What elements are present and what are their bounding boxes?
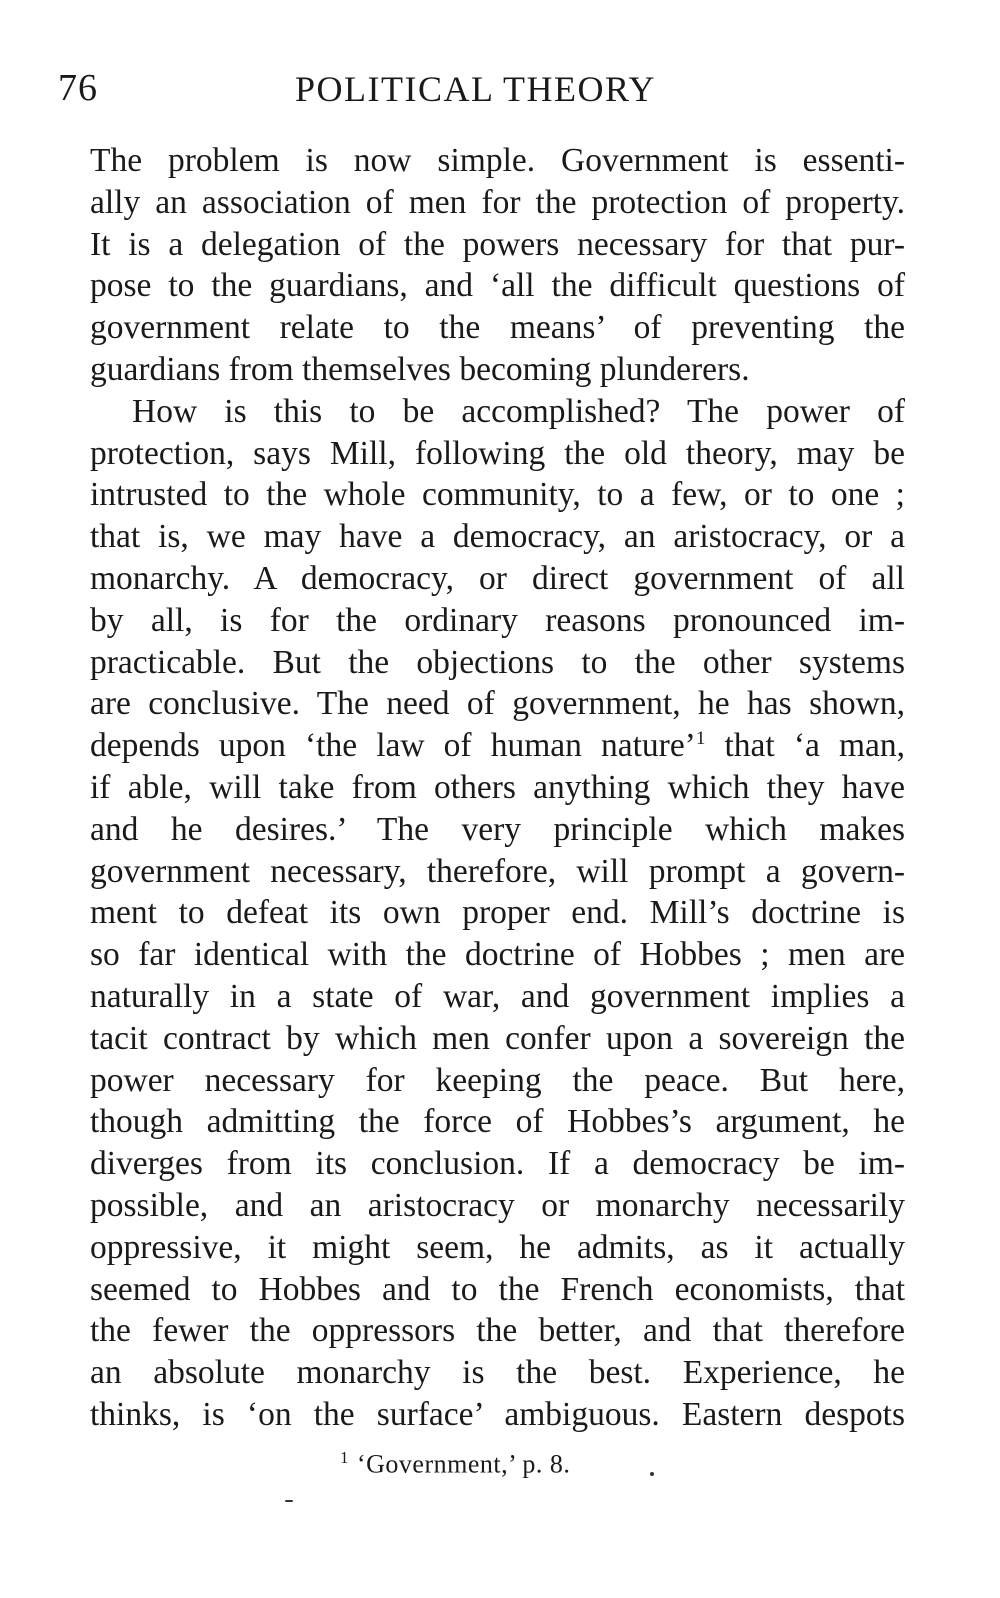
text-line: diverges from its conclusion. If a democracy be im-: [90, 1145, 905, 1183]
text-line: an absolute monarchy is the best. Experience, he: [90, 1354, 905, 1392]
running-head: POLITICAL THEORY: [295, 69, 656, 109]
text-line: and he desires.’ The very principle which makes: [90, 810, 905, 848]
text-line-with-footnote-ref: [90, 725, 905, 767]
text-line: the fewer the oppressors the better, and that therefore: [90, 1312, 905, 1350]
ink-speck: [285, 1500, 293, 1502]
footnote-text: ‘Government,’ p. 8.: [357, 1449, 571, 1479]
footnote: [340, 1448, 570, 1480]
text-line: power necessary for keeping the peace. But here,: [90, 1061, 905, 1099]
footnote-reference: 1: [695, 728, 706, 749]
text-line: ally an association of men for the protection of property.: [90, 183, 905, 221]
text-line: practicable. But the objections to the other systems: [90, 643, 905, 681]
page-number: 76: [58, 67, 98, 109]
text-line: protection, says Mill, following the old theory, may be: [90, 434, 905, 472]
text-line: that is, we may have a democracy, an aristocracy, or a: [90, 518, 905, 556]
text-line: guardians from themselves becoming plunderers.: [90, 350, 750, 388]
text-line-tail: that ‘a man,: [724, 727, 906, 765]
text-line: are conclusive. The need of government, he has shown,: [90, 685, 905, 723]
text-line: naturally in a state of war, and government implies a: [90, 977, 905, 1015]
text-line: oppressive, it might seem, he admits, as it actually: [90, 1228, 905, 1266]
text-line: though admitting the force of Hobbes’s argument, he: [90, 1103, 905, 1141]
footnote-mark: 1: [340, 1448, 349, 1467]
text-line: so far identical with the doctrine of Hobbes ; men are: [90, 936, 905, 974]
text-line: thinks, is ‘on the surface’ ambiguous. Eastern despots: [90, 1395, 905, 1433]
text-line: possible, and an aristocracy or monarchy necessarily: [90, 1186, 905, 1224]
text-line: The problem is now simple. Government is essenti-: [90, 142, 905, 179]
body-text: [90, 140, 905, 1436]
ink-speck: [650, 1472, 654, 1476]
text-line: It is a delegation of the powers necessary for that pur-: [90, 225, 905, 263]
text-line: monarchy. A democracy, or direct government of all: [90, 559, 905, 597]
text-line: if able, will take from others anything which they have: [90, 768, 905, 806]
text-line: government necessary, therefore, will prompt a govern-: [90, 852, 905, 890]
text-line: government relate to the means’ of preventing the: [90, 309, 905, 347]
text-line: intrusted to the whole community, to a few, or to one ;: [90, 476, 905, 514]
text-line: pose to the guardians, and ‘all the difficult questions of: [90, 267, 905, 305]
text-line-head: depends upon ‘the law of human nature’: [90, 727, 696, 765]
text-line: seemed to Hobbes and to the French economists, that: [90, 1270, 905, 1308]
text-line: tacit contract by which men confer upon a sovereign the: [90, 1019, 905, 1057]
text-line: ment to defeat its own proper end. Mill’s doctrine is: [90, 894, 905, 932]
text-line: by all, is for the ordinary reasons pronounced im-: [90, 601, 905, 639]
text-line: How is this to be accomplished? The power of: [132, 392, 905, 430]
